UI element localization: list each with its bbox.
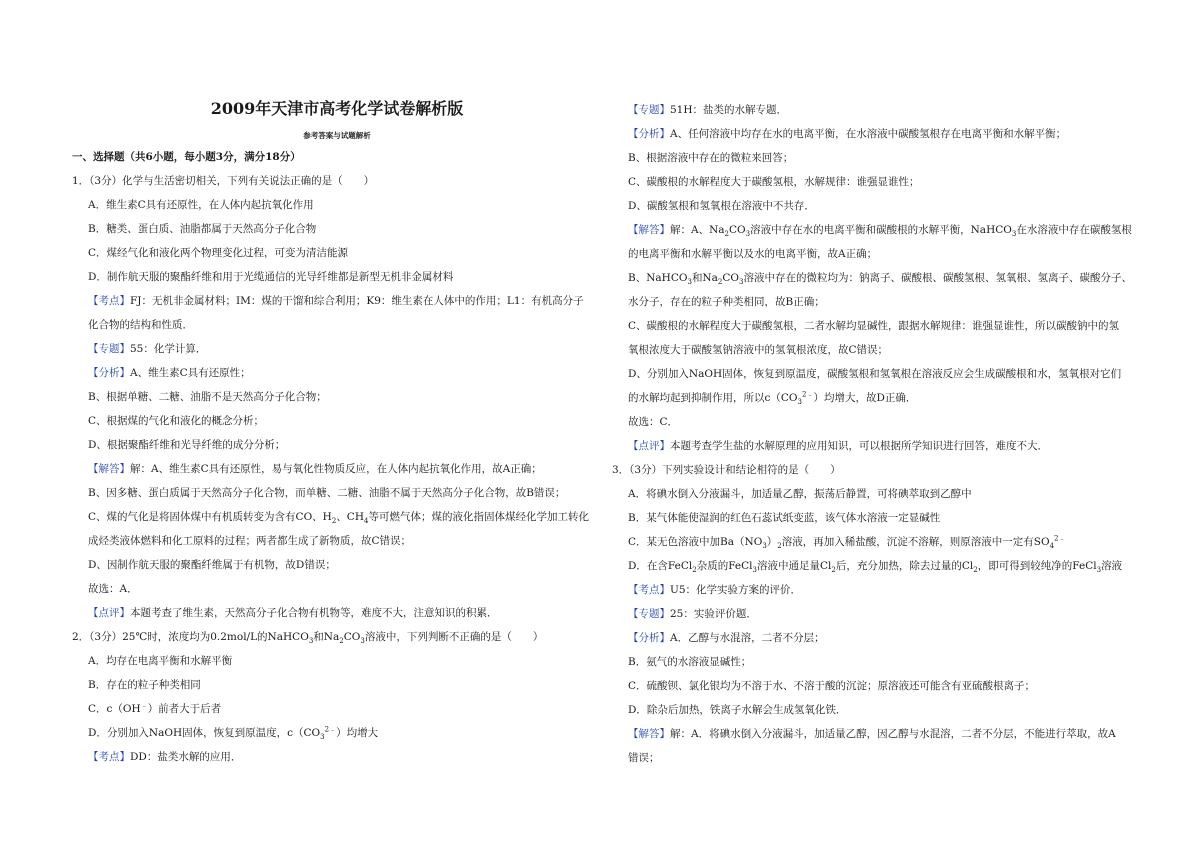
q2-dianping: 【点评】本题考查学生盐的水解原理的应用知识，可以根据所学知识进行回答，难度不大． (628, 440, 1048, 452)
zhuanti-tag: 【专题】 (88, 343, 130, 355)
q1-option-c: C．煤经气化和液化两个物理变化过程，可变为清洁能源 (88, 247, 349, 259)
q3-fenxi-b: B．氨气的水溶液显碱性； (628, 656, 752, 668)
q2-jieda-b: B、NaHCO$_3$和$Na_2CO_3$溶液中存在的微粒均为：钠离子、碳酸根、碳酸氢根、氢氧根、氢离子、碳酸分子、 (628, 272, 1132, 287)
q2-zhuanti: 【专题】51H：盐类的水解专题． (628, 104, 788, 116)
q3-fenxi-d: D．除杂后加热，铁离子水解会生成氢氧化铁． (628, 704, 847, 716)
section-heading: 一、选择题（共6小题，每小题3分，满分18分） (72, 151, 301, 163)
q2-answer: 故选：C． (628, 416, 679, 428)
kaodian-tag: 【考点】 (88, 751, 130, 763)
q2-jieda: 【解答】解：A、$Na_2CO_3$溶液中存在水的电离平衡和碳酸根的水解平衡，NaHCO$_3$在水溶液中存在碳酸氢根 (628, 224, 1132, 239)
dianping-tag: 【点评】 (88, 607, 130, 619)
page-title: 2009年天津市高考化学试卷解析版 (210, 99, 464, 118)
q1-option-a: A．维生素C具有还原性，在人体内起抗氧化作用 (88, 199, 314, 211)
q1-dianping: 【点评】本题考查了维生素，天然高分子化合物有机物等，难度不大，注意知识的积累． (88, 607, 498, 619)
q3-option-b: B．某气体能使湿润的红色石蕊试纸变蓝，该气体水溶液一定显碱性 (628, 512, 941, 524)
q3-zhuanti: 【专题】25：实验评价题． (628, 608, 757, 620)
q2-option-c: C．c（OH﹣）前者大于后者 (88, 701, 222, 715)
q3-kaodian: 【考点】U5：化学实验方案的评价． (628, 584, 802, 596)
q3-jieda-a-cont: 错误； (628, 752, 660, 764)
q3-fenxi: 【分析】A．乙醇与水混溶，二者不分层； (628, 632, 825, 644)
page-subtitle: 参考答案与试题解析 (303, 131, 371, 140)
fenxi-tag: 【分析】 (628, 632, 670, 644)
q3-option-d: D．在含FeCl$_2$杂质的FeCl$_3$溶液中通足量$Cl_2$后，充分加热，除去过量的$Cl_2$，即可得到较纯净的FeCl$_3$溶液 (628, 560, 1123, 575)
q3-stem: 3．（3分）下列实验设计和结论相符的是（ ） (612, 464, 841, 476)
q3-option-c: C．某无色溶液中加$Ba(NO_3)_2$溶液，再加入稀盐酸，沉淀不溶解，则原溶液中一定有$SO_4^{2﹣}$ (628, 534, 1066, 551)
q1-answer: 故选：A． (88, 583, 138, 595)
jieda-tag: 【解答】 (628, 728, 670, 740)
q1-jieda-d: D、因制作航天服的聚酯纤维属于有机物，故D错误； (88, 559, 336, 571)
q2-fenxi-d: D、碳酸氢根和氢氧根在溶液中不共存． (628, 200, 815, 212)
q2-option-a: A．均存在电离平衡和水解平衡 (88, 655, 233, 667)
kaodian-tag: 【考点】 (628, 584, 670, 596)
kaodian-tag: 【考点】 (88, 295, 130, 307)
fenxi-tag: 【分析】 (88, 367, 130, 379)
q1-zhuanti: 【专题】55：化学计算． (88, 343, 207, 355)
q2-jieda-d-cont: 的水解均起到抑制作用，所以$c(CO_3^{2﹣})$均增大，故D正确． (628, 390, 917, 407)
q2-fenxi-c: C、碳酸根的水解程度大于碳酸氢根，水解规律：谁强显谁性； (628, 176, 920, 188)
q2-option-b: B．存在的粒子种类相同 (88, 679, 201, 691)
q1-jieda-b: B、因多糖、蛋白质属于天然高分子化合物，而单糖、二糖、油脂不属于天然高分子化合物，故B错误； (88, 487, 566, 499)
q1-kaodian: 【考点】FJ：无机非金属材料；IM：煤的干馏和综合利用；K9：维生素在人体中的作用；L1：有机高分子 (88, 295, 584, 307)
q3-fenxi-c: C．硫酸钡、氯化银均为不溶于水、不溶于酸的沉淀；原溶液还可能含有亚硫酸根离子； (628, 680, 1036, 692)
q2-fenxi-b: B、根据溶液中存在的微粒来回答； (628, 152, 794, 164)
q1-option-d: D．制作航天服的聚酯纤维和用于光缆通信的光导纤维都是新型无机非金属材料 (88, 271, 454, 283)
q1-kaodian-cont: 化合物的结构和性质． (88, 319, 193, 331)
q1-jieda: 【解答】解：A、维生素C具有还原性，易与氧化性物质反应，在人体内起抗氧化作用，故A正确； (88, 463, 542, 475)
q2-stem: 2．（3分）25℃时，浓度均为0.2mol/L的NaHCO$_3$和$Na_2CO_3$溶液中，下列判断不正确的是（ ） (72, 631, 544, 646)
q2-jieda-b-cont: 水分子，存在的粒子种类相同，故B正确； (628, 296, 825, 308)
fenxi-tag: 【分析】 (628, 128, 670, 140)
q2-jieda-d: D、分别加入NaOH固体，恢复到原温度，碳酸氢根和氢氧根在溶液反应会生成碳酸根和水，氢氧根对它们 (628, 368, 1122, 380)
q1-option-b: B．糖类、蛋白质、油脂都属于天然高分子化合物 (88, 223, 317, 235)
q1-stem: 1．（3分）化学与生活密切相关，下列有关说法正确的是（ ） (72, 175, 375, 187)
q2-option-d: D．分别加入NaOH固体，恢复到原温度，$c(CO_3^{2﹣})$均增大 (88, 725, 379, 742)
q1-jieda-c: C、煤的气化是将固体煤中有机质转变为含有CO、$H_2$、$CH_4$等可燃气体；煤的液化指固体煤经化学加工转化 (88, 511, 589, 526)
q1-fenxi-b: B、根据单糖、二糖、油脂不是天然高分子化合物； (88, 391, 327, 403)
q2-jieda-a-cont: 的电离平衡和水解平衡以及水的电离平衡，故A正确； (628, 248, 878, 260)
q1-fenxi: 【分析】A、维生素C具有还原性； (88, 367, 251, 379)
jieda-tag: 【解答】 (88, 463, 130, 475)
dianping-tag: 【点评】 (628, 440, 670, 452)
q1-fenxi-c: C、根据煤的气化和液化的概念分析； (88, 415, 265, 427)
q1-jieda-c-cont: 成烃类液体燃料和化工原料的过程；两者都生成了新物质，故C错误； (88, 535, 412, 547)
q2-jieda-c: C、碳酸根的水解程度大于碳酸氢根，二者水解均显碱性，跟据水解规律：谁强显谁性，所以碳酸钠中的氢 (628, 320, 1120, 332)
q3-jieda: 【解答】解：A．将碘水倒入分液漏斗，加适量乙醇，因乙醇与水混溶，二者不分层，不能进行萃取，故A (628, 728, 1116, 740)
q3-option-a: A．将碘水倒入分液漏斗，加适量乙醇，振荡后静置，可将碘萃取到乙醇中 (628, 488, 972, 500)
zhuanti-tag: 【专题】 (628, 104, 670, 116)
zhuanti-tag: 【专题】 (628, 608, 670, 620)
q2-fenxi: 【分析】A、任何溶液中均存在水的电离平衡，在水溶液中碳酸氢根存在电离平衡和水解平衡； (628, 128, 1067, 140)
q2-kaodian: 【考点】DD：盐类水解的应用． (88, 751, 242, 763)
q1-fenxi-d: D、根据聚酯纤维和光导纤维的成分分析； (88, 439, 286, 451)
q2-jieda-c-cont: 氧根浓度大于碳酸氢钠溶液中的氢氧根浓度，故C错误； (628, 344, 889, 356)
jieda-tag: 【解答】 (628, 224, 670, 236)
